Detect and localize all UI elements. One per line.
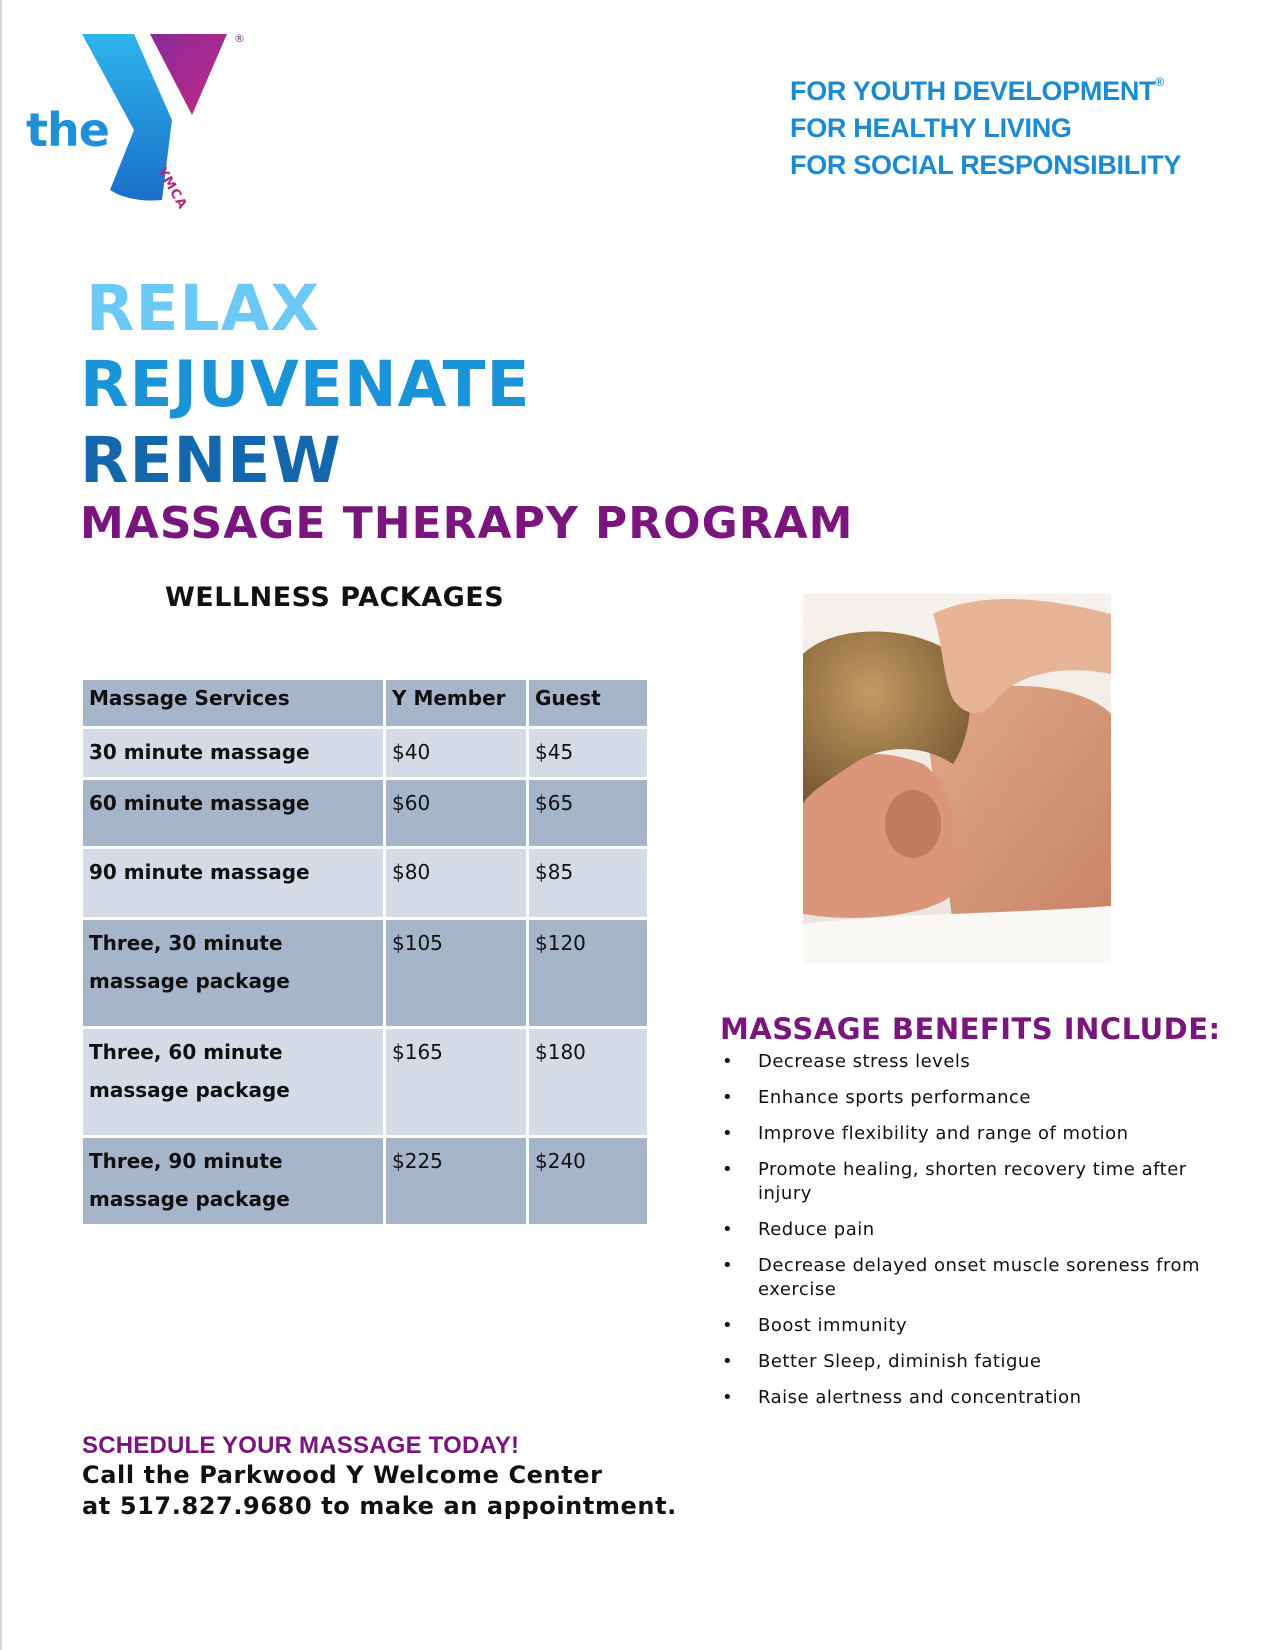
bullet-icon: • (722, 1315, 734, 1336)
member-price: $40 (386, 729, 526, 777)
bullet-icon: • (722, 1351, 734, 1372)
headline-renew: RENEW (80, 424, 342, 497)
tagline-youth: FOR YOUTH DEVELOPMENT® (790, 75, 1164, 106)
program-title: MASSAGE THERAPY PROGRAM (80, 498, 854, 549)
logo-ymca-text: YMCA (154, 165, 190, 213)
ymca-logo (22, 30, 252, 213)
bullet-icon: • (722, 1387, 734, 1408)
list-item: • Boost immunity (722, 1315, 908, 1336)
logo-registered-mark: ® (234, 32, 245, 45)
table-header-row (83, 680, 647, 726)
headline-relax: RELAX (86, 272, 321, 345)
list-item: • Better Sleep, diminish fatigue (722, 1351, 1042, 1372)
table-row (83, 780, 647, 846)
bullet-icon: • (722, 1159, 734, 1180)
header-member: Y Member (386, 680, 526, 726)
list-item: • Decrease stress levels (722, 1051, 971, 1072)
guest-price: $240 (529, 1138, 647, 1224)
benefits-list (716, 1050, 1206, 1410)
guest-price: $120 (529, 920, 647, 1026)
logo-the-text: the (26, 103, 109, 157)
cta-line-2: at 517.827.9680 to make an appointment. (82, 1492, 677, 1520)
tagline-social: FOR SOCIAL RESPONSIBILITY (790, 150, 1182, 180)
guest-price: $65 (529, 780, 647, 846)
table-row (83, 729, 647, 777)
bullet-icon: • (722, 1051, 734, 1072)
wellness-packages-title: WELLNESS PACKAGES (165, 582, 505, 613)
service-cell: Three, 60 minute massage package (83, 1029, 383, 1135)
service-cell: 90 minute massage (83, 849, 383, 917)
table-row (83, 1138, 647, 1224)
cta-title: SCHEDULE YOUR MASSAGE TODAY! (82, 1432, 520, 1459)
member-price: $80 (386, 849, 526, 917)
guest-price: $180 (529, 1029, 647, 1135)
list-item: • Reduce pain (722, 1219, 875, 1240)
page-edge-rule (0, 0, 2, 1650)
header-guest: Guest (529, 680, 647, 726)
bullet-icon: • (722, 1255, 734, 1276)
list-item: • Improve flexibility and range of motion (722, 1123, 1129, 1144)
guest-price: $85 (529, 849, 647, 917)
tagline (790, 64, 1181, 184)
service-cell: Three, 30 minute massage package (83, 920, 383, 1026)
cta-line-1: Call the Parkwood Y Welcome Center (82, 1461, 603, 1489)
service-cell: 30 minute massage (83, 729, 383, 777)
service-cell: 60 minute massage (83, 780, 383, 846)
list-item: • Raise alertness and concentration (722, 1387, 1082, 1408)
member-price: $165 (386, 1029, 526, 1135)
table-row (83, 920, 647, 1026)
tagline-healthy: FOR HEALTHY LIVING (790, 113, 1072, 143)
headline-rejuvenate: REJUVENATE (80, 348, 531, 421)
benefits-title: MASSAGE BENEFITS INCLUDE: (720, 1012, 1221, 1046)
member-price: $105 (386, 920, 526, 1026)
member-price: $225 (386, 1138, 526, 1224)
member-price: $60 (386, 780, 526, 846)
massage-photo (803, 594, 1111, 963)
table-row (83, 1029, 647, 1135)
service-cell: Three, 90 minute massage package (83, 1138, 383, 1224)
bullet-icon: • (722, 1123, 734, 1144)
guest-price: $45 (529, 729, 647, 777)
tagline-registered-mark: ® (1155, 75, 1164, 89)
bullet-icon: • (722, 1087, 734, 1108)
table-row (83, 849, 647, 917)
header-service: Massage Services (83, 680, 383, 726)
list-item: • Promote healing, shorten recovery time after injury (722, 1159, 1187, 1204)
list-item: • Enhance sports performance (722, 1087, 1031, 1108)
list-item: • Decrease delayed onset muscle soreness from exercise (722, 1255, 1201, 1300)
price-table (80, 677, 650, 1227)
bullet-icon: • (722, 1219, 734, 1240)
